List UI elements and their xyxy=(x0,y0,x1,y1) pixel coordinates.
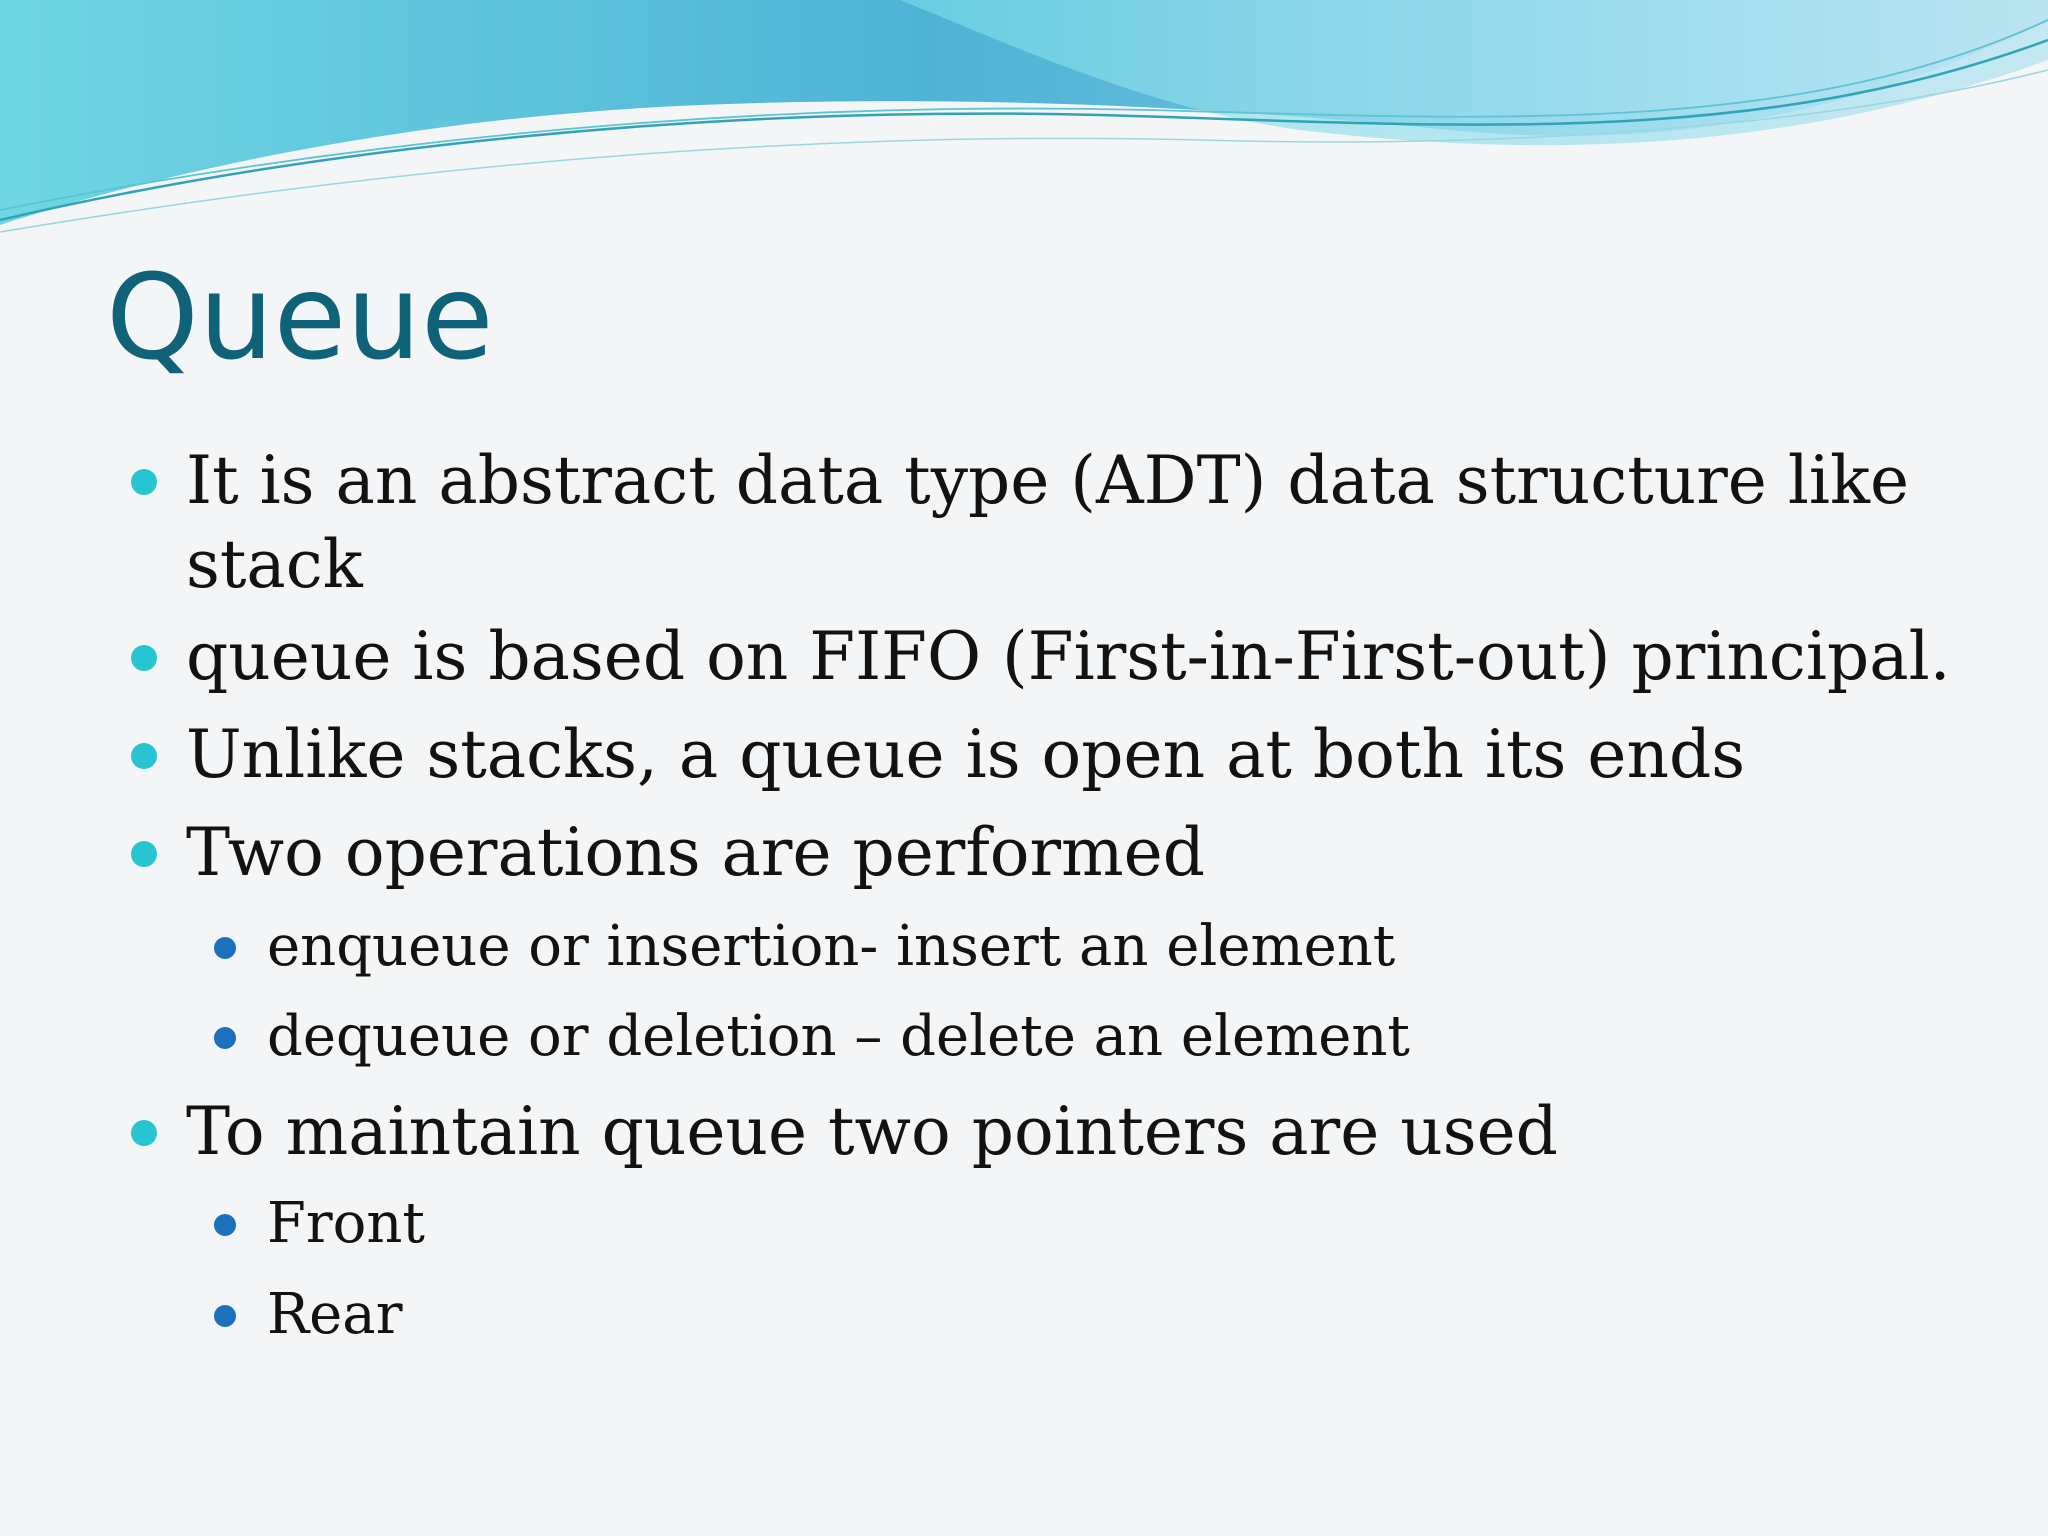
sub-bullet-item-dequeue xyxy=(267,1001,1410,1073)
sub-bullet-text: dequeue or deletion – delete an element xyxy=(267,1004,1410,1069)
sub-bullet-dot-icon xyxy=(214,1214,236,1236)
bullet-text: It is an abstract data type (ADT) data structure like xyxy=(186,442,1910,519)
bullet-dot-icon xyxy=(131,1120,157,1146)
slide-title: Queue xyxy=(106,248,494,386)
sub-bullet-dot-icon xyxy=(214,1027,236,1049)
sub-bullet-text: Rear xyxy=(267,1282,403,1347)
bullet-item-adt xyxy=(186,439,1909,607)
sub-bullet-item-enqueue xyxy=(267,911,1395,983)
sub-bullet-text: enqueue or insertion- insert an element xyxy=(267,914,1396,979)
bullet-item-fifo xyxy=(186,615,1951,699)
bullet-text: Two operations are performed xyxy=(186,814,1205,891)
bullet-text: Unlike stacks, a queue is open at both its ends xyxy=(186,716,1746,793)
sub-bullet-dot-icon xyxy=(214,1305,236,1327)
bullet-dot-icon xyxy=(131,743,157,769)
bullet-text-continuation: stack xyxy=(186,526,363,603)
bullet-dot-icon xyxy=(131,645,157,671)
bullet-item-operations xyxy=(186,811,1205,895)
bullet-dot-icon xyxy=(131,841,157,867)
sub-bullet-item-front xyxy=(267,1188,425,1260)
bullet-item-open-ends xyxy=(186,713,1745,797)
bullet-item-pointers xyxy=(186,1090,1558,1174)
bullet-text: To maintain queue two pointers are used xyxy=(186,1093,1558,1170)
bullet-dot-icon xyxy=(131,469,157,495)
sub-bullet-item-rear xyxy=(267,1279,402,1351)
sub-bullet-dot-icon xyxy=(214,937,236,959)
sub-bullet-text: Front xyxy=(267,1191,425,1256)
bullet-text: queue is based on FIFO (First-in-First-out) principal. xyxy=(186,618,1951,695)
